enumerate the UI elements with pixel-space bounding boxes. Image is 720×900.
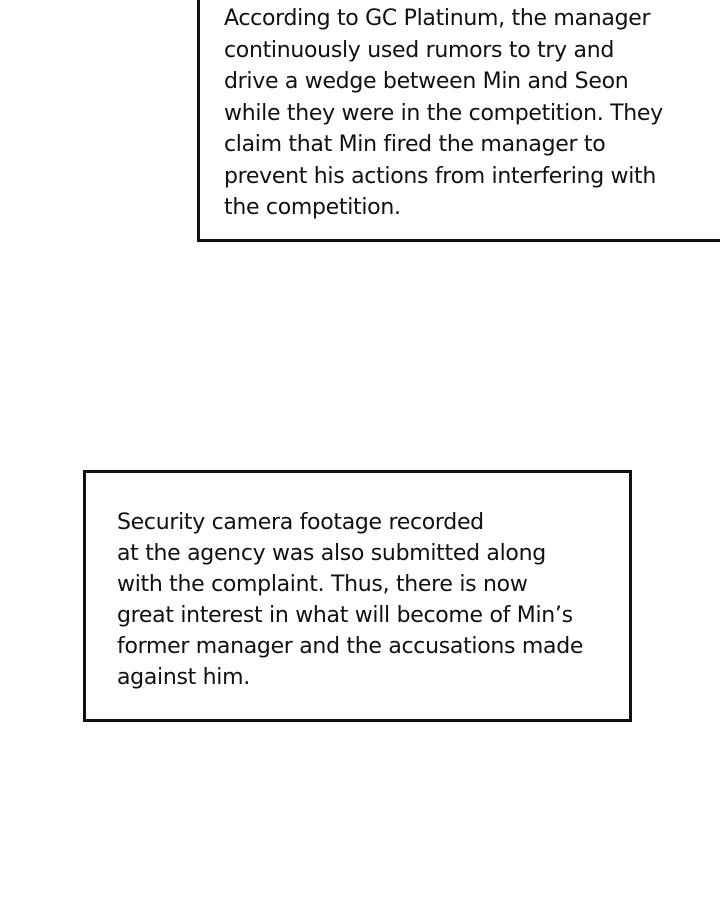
caption-line: at the agency was also submitted along — [117, 541, 546, 566]
caption-line: former manager and the accusations made — [117, 634, 584, 659]
caption-box-bottom — [83, 470, 632, 722]
caption-line: continuously used rumors to try and — [224, 37, 615, 63]
caption-line: the competition. — [224, 195, 401, 220]
caption-box-top — [197, 0, 720, 242]
caption-line: against him. — [117, 665, 250, 690]
caption-line: drive a wedge between Min and Seon — [224, 69, 629, 94]
caption-line: prevent his actions from interfering with — [224, 163, 657, 189]
caption-line: while they were in the competition. They — [224, 100, 663, 126]
caption-line: with the complaint. Thus, there is now — [117, 572, 528, 597]
caption-line: According to GC Platinum, the manager — [224, 6, 651, 31]
caption-line: great interest in what will become of Min’s — [117, 603, 573, 628]
caption-line: Security camera footage recorded — [117, 510, 484, 535]
caption-line: claim that Min fired the manager to — [224, 132, 606, 157]
